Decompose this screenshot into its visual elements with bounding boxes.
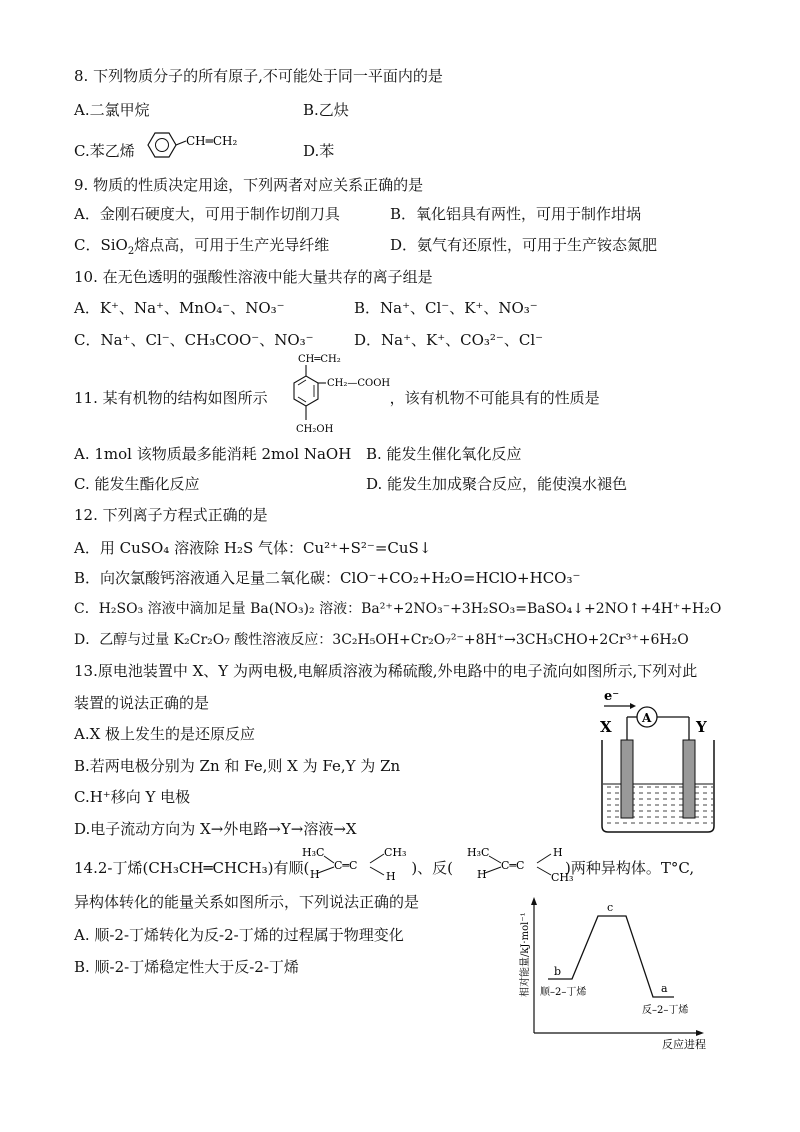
q9-option-d: D．氨气有还原性，可用于生产铵态氮肥 (390, 236, 658, 254)
q10-option-d: D．Na⁺、K⁺、CO₃²⁻、Cl⁻ (354, 331, 544, 349)
svg-text:C═C: C═C (501, 859, 525, 872)
styrene-label: CH═CH₂ (186, 134, 238, 148)
q10-option-a: A．K⁺、Na⁺、MnO₄⁻、NO₃⁻ (74, 299, 285, 317)
electrode-y-label: Y (696, 718, 707, 736)
styrene-structure (140, 128, 260, 162)
q9-option-c: C．SiO$_2$熔点高，可用于生产光导纤维 (74, 236, 330, 257)
q13-stem-line1: 13.原电池装置中 X、Y 为两电极,电解质溶液为稀硫酸,外电路中的电子流向如图所示,下列对此 (74, 662, 698, 680)
q13-option-b: B.若两电极分别为 Zn 和 Fe,则 X 为 Fe,Y 为 Zn (74, 757, 401, 775)
q9-option-a: A．金刚石硬度大，可用于制作切削刀具 (74, 205, 340, 223)
electrode-y (683, 740, 695, 818)
svg-text:C═C: C═C (334, 859, 358, 872)
svg-text:H: H (553, 846, 563, 859)
x-axis-arrow-icon (696, 1030, 704, 1036)
y-axis-arrow-icon (531, 897, 537, 905)
q11-option-a: A. 1mol 该物质最多能消耗 2mol NaOH (74, 445, 352, 463)
trans-2-butene-structure (465, 842, 575, 884)
q9-stem: 9. 物质的性质决定用途，下列两者对应关系正确的是 (74, 176, 424, 194)
energy-curve (548, 916, 674, 997)
galvanic-cell-diagram (590, 688, 720, 836)
q14-stem-line2: 异构体转化的能量关系如图所示，下列说法正确的是 (74, 893, 420, 911)
q10-stem: 10. 在无色透明的强酸性溶液中能大量共存的离子组是 (74, 268, 433, 286)
svg-text:H₃C: H₃C (467, 846, 490, 859)
svg-text:A: A (642, 711, 652, 725)
q11-struct-right: CH₂—COOH (327, 378, 391, 389)
point-c-label: c (607, 901, 614, 914)
energy-profile-diagram (512, 895, 712, 1053)
cis-2-butene-structure (300, 842, 406, 884)
q14-option-b: B. 顺-2-丁烯稳定性大于反-2-丁烯 (74, 958, 299, 976)
q8-option-a: A.二氯甲烷 (74, 101, 150, 119)
svg-text:CH₃: CH₃ (384, 846, 406, 859)
svg-text:H: H (310, 868, 320, 881)
q10-option-c: C．Na⁺、Cl⁻、CH₃COO⁻、NO₃⁻ (74, 331, 314, 349)
electrode-x (621, 740, 633, 818)
q8-option-b: B.乙炔 (303, 101, 349, 119)
q13-stem-line2: 装置的说法正确的是 (74, 694, 210, 712)
trans-butene-label: 反–2–丁烯 (642, 1005, 689, 1016)
q12-stem: 12. 下列离子方程式正确的是 (74, 506, 268, 524)
q11-stem: 11. 某有机物的结构如图所示 ，该有机物不可能具有的性质是 (74, 389, 600, 407)
q8-option-c: C.苯乙烯 (74, 142, 135, 160)
q11-struct-bottom: CH₂OH (296, 424, 334, 435)
electron-label: e⁻ (604, 689, 620, 704)
point-a-label: a (661, 982, 668, 995)
point-b-label: b (554, 965, 562, 978)
q13-option-c: C.H⁺移向 Y 电极 (74, 788, 191, 806)
q8-option-d: D.苯 (303, 142, 335, 160)
energy-axis-label: 相对能量/kJ·mol⁻¹ (520, 912, 531, 997)
electron-arrow-icon (630, 703, 636, 709)
q14-option-a: A. 顺-2-丁烯转化为反-2-丁烯的过程属于物理变化 (74, 926, 404, 944)
q12-option-c: C．H₂SO₃ 溶液中滴加足量 Ba(NO₃)₂ 溶液：Ba²⁺+2NO₃⁻+3H₂SO₃=BaSO₄↓+2NO↑+4H⁺+H₂O (74, 601, 722, 617)
svg-text:H₃C: H₃C (302, 846, 325, 859)
q13-option-d: D.电子流动方向为 X→外电路→Y→溶液→X (74, 820, 357, 838)
electrode-x-label: X (600, 718, 612, 736)
q12-option-b: B．向次氯酸钙溶液通入足量二氧化碳：ClO⁻+CO₂+H₂O=HClO+HCO₃⁻ (74, 569, 581, 587)
svg-text:CH₃: CH₃ (551, 871, 574, 884)
q11-option-c: C. 能发生酯化反应 (74, 475, 200, 493)
reaction-progress-label: 反应进程 (662, 1038, 706, 1051)
q11-option-d: D. 能发生加成聚合反应，能使溴水褪色 (366, 475, 628, 493)
electrolyte-solution (603, 784, 713, 828)
q12-option-a: A．用 CuSO₄ 溶液除 H₂S 气体：Cu²⁺+S²⁻=CuS↓ (74, 539, 432, 557)
q11-struct-top: CH═CH₂ (298, 354, 341, 365)
q14-stem: 14.2-丁烯(CH₃CH═CHCH₃)有顺( )、反( )两种异构体。T°C, (74, 859, 695, 877)
svg-text:H: H (386, 870, 396, 883)
cis-butene-label: 顺–2–丁烯 (540, 987, 587, 998)
q10-option-b: B．Na⁺、Cl⁻、K⁺、NO₃⁻ (354, 299, 538, 317)
q12-option-d: D．乙醇与过量 K₂Cr₂O₇ 酸性溶液反应：3C₂H₅OH+Cr₂O₇²⁻+8H⁺→3CH₃CHO+2Cr³⁺+6H₂O (74, 632, 689, 648)
q11-option-b: B. 能发生催化氧化反应 (366, 445, 522, 463)
q9-option-b: B．氧化铝具有两性，可用于制作坩埚 (390, 205, 642, 223)
q8-stem: 8. 下列物质分子的所有原子,不可能处于同一平面内的是 (74, 67, 443, 85)
q11-structure (276, 350, 406, 440)
q13-option-a: A.X 极上发生的是还原反应 (74, 725, 256, 743)
svg-text:H: H (477, 868, 487, 881)
